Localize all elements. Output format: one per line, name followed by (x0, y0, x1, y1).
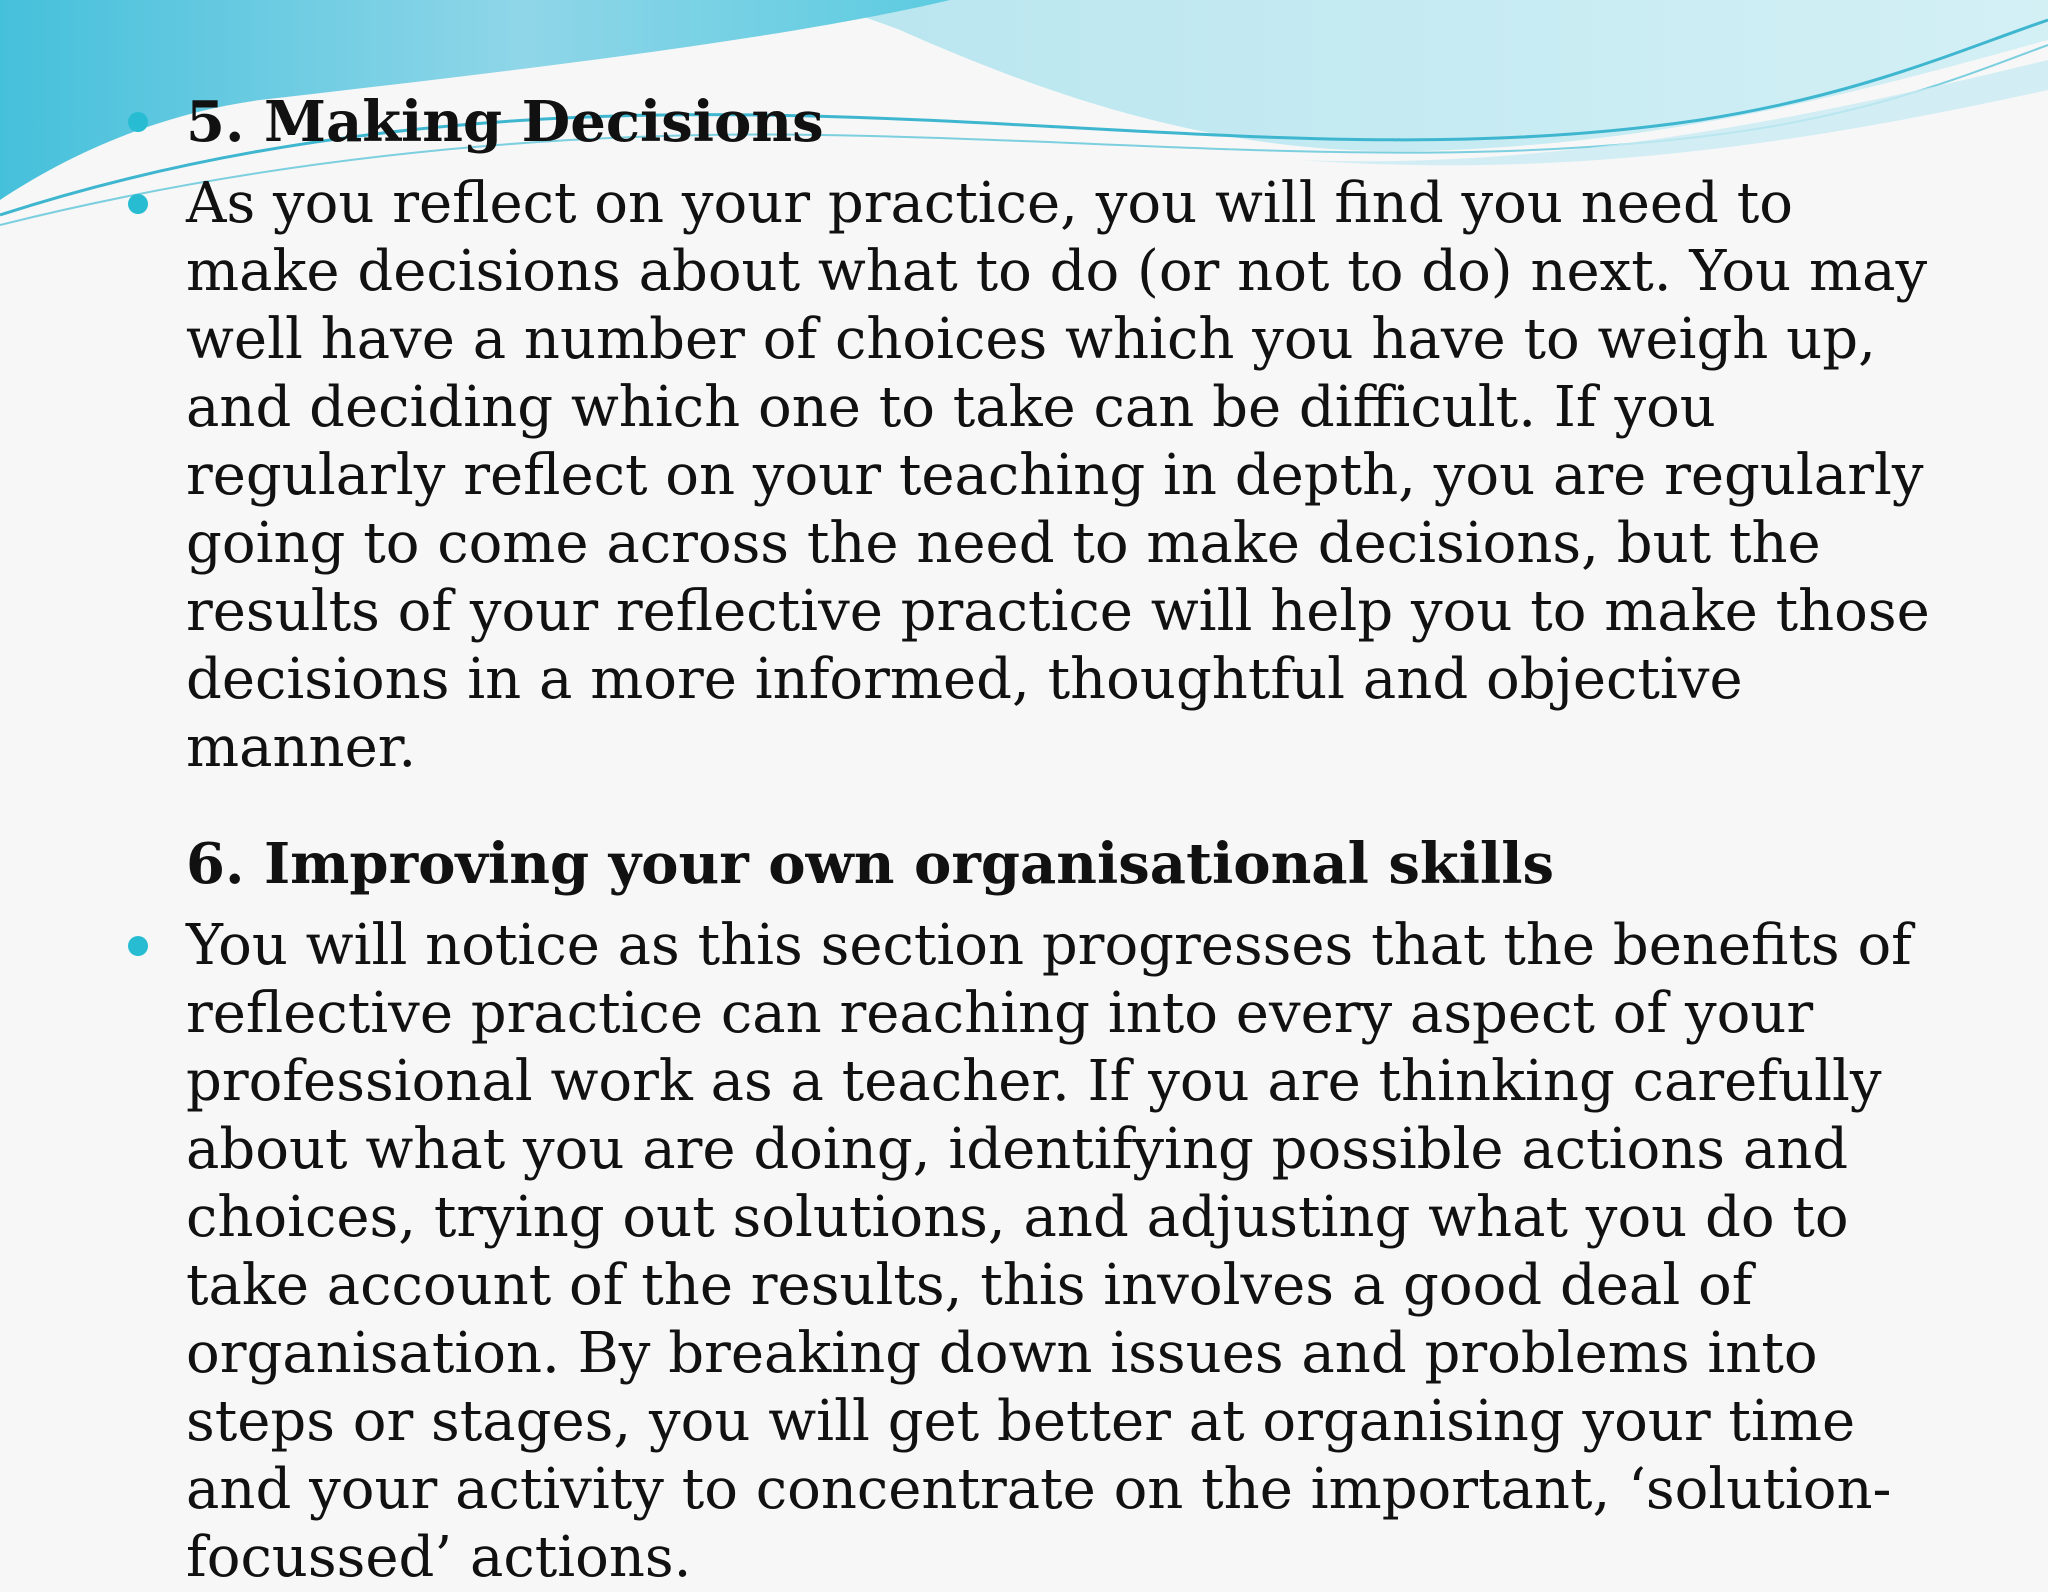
bullet-item-making-decisions-body (128, 170, 1958, 782)
bullet-item-heading-making-decisions (128, 88, 1958, 156)
spacer (128, 782, 1958, 830)
heading-making-decisions: 5. Making Decisions (186, 89, 824, 155)
bullet-dot-icon (128, 194, 148, 214)
slide-content (128, 88, 1958, 1592)
paragraph-making-decisions: As you reflect on your practice, you will find you need to make decisions about what to do (or not to do) next. You may well have a number of choices which you have to weigh up, and deciding which one to take can be difficult. If you regularly reflect on your teaching in depth, you are regularly going to come across the need to make decisions, but the results of your reflective practice will help you to make those decisions in a more informed, thoughtful and objective manner. (186, 171, 1930, 780)
bullet-item-organisational-skills-body (128, 912, 1958, 1592)
bullet-dot-icon (128, 936, 148, 956)
paragraph-organisational-skills: You will notice as this section progresses that the benefits of reflective practice can reaching into every aspect of your professional work as a teacher. If you are thinking carefully about what you are doing, identifying possible actions and choices, trying out solutions, and adjusting what you do to take account of the results, this involves a good deal of organisation. By breaking down issues and problems into steps or stages, you will get better at organising your time and your activity to concentrate on the important, ‘solution-focussed’ actions. (186, 913, 1912, 1590)
bullet-dot-icon (128, 112, 148, 132)
heading-organisational-skills: 6. Improving your own organisational skills (186, 831, 1555, 897)
